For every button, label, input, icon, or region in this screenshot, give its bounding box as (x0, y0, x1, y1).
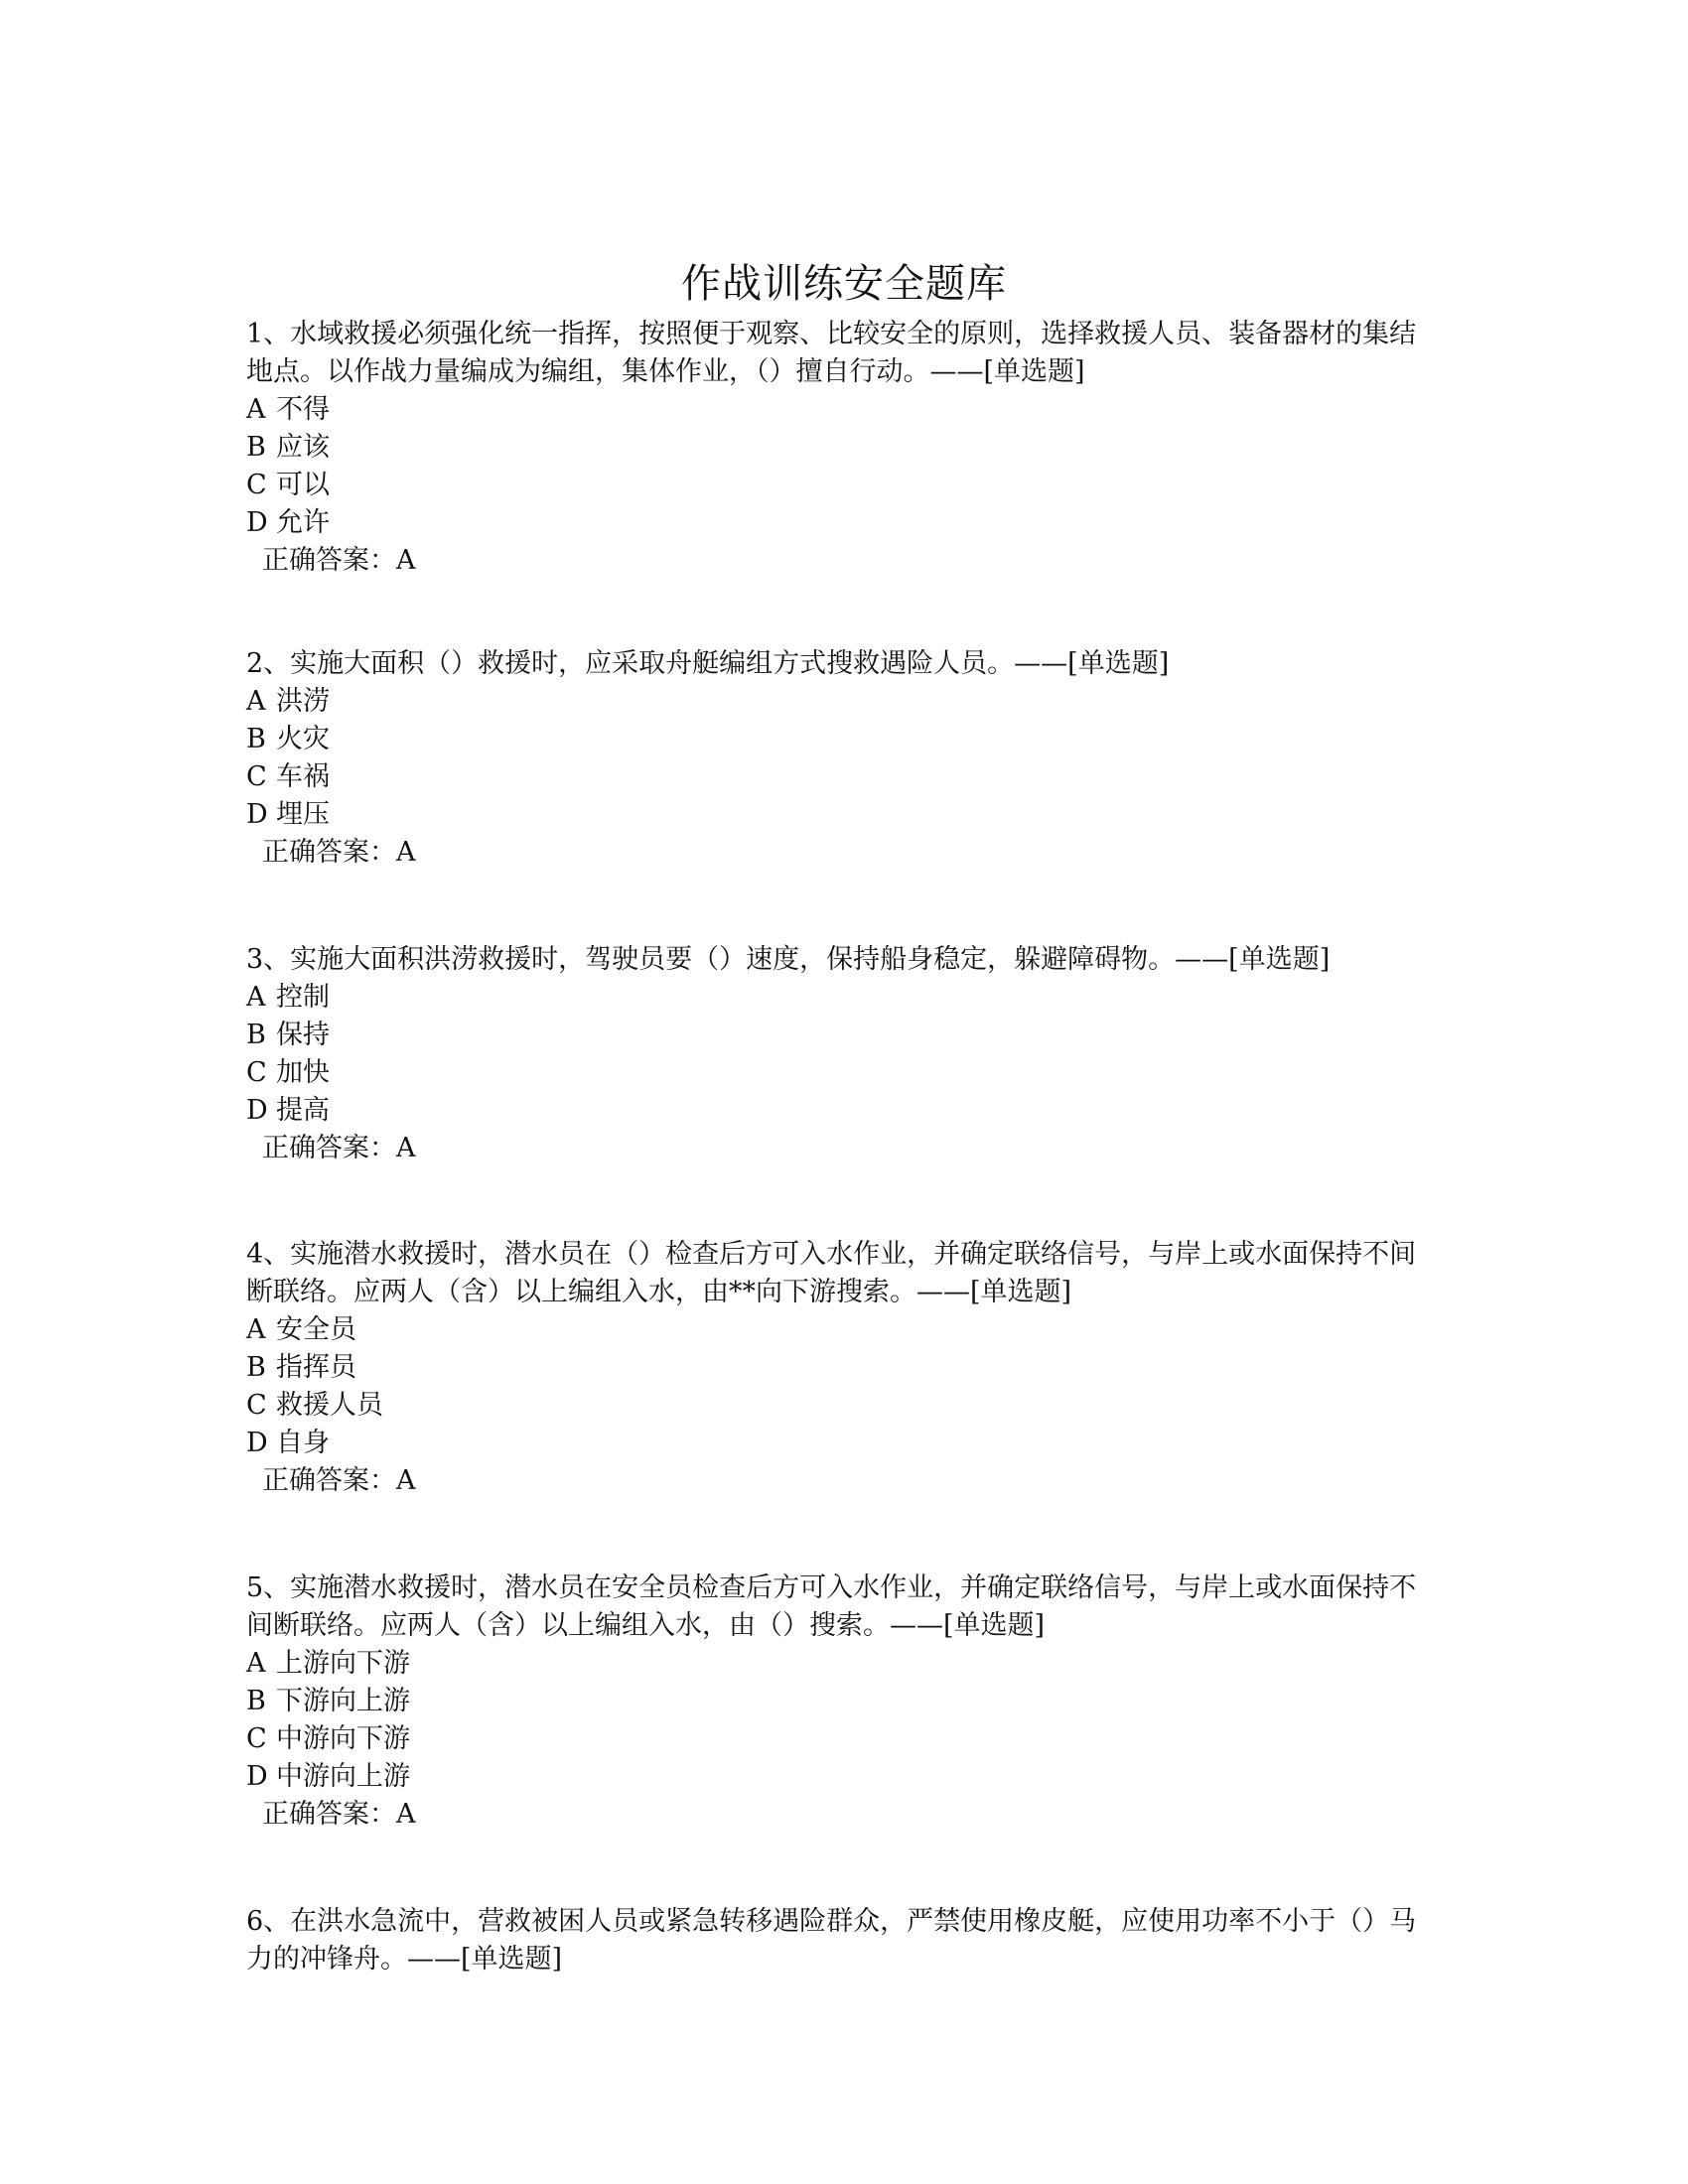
option-text: 指挥员 (276, 1352, 356, 1383)
option-letter: A (246, 394, 266, 425)
option-letter: C (246, 761, 267, 792)
option-c (246, 1387, 1430, 1425)
option-text: 安全员 (276, 1314, 356, 1345)
option-letter: C (246, 1723, 267, 1754)
option-text: 下游向上游 (276, 1686, 410, 1716)
option-d (246, 1092, 1430, 1130)
question-2 (246, 645, 1430, 872)
question-text: 6、在洪水急流中，营救被困人员或紧急转移遇险群众，严禁使用橡皮艇，应使用功率不小于（）马力的冲锋舟。——[单选题] (246, 1906, 1417, 1975)
option-c (246, 758, 1430, 796)
option-text: 上游向下游 (276, 1648, 410, 1679)
option-b (246, 1349, 1430, 1387)
option-text: 加快 (276, 1057, 330, 1088)
answer-value: A (396, 1465, 416, 1496)
option-a (246, 1311, 1430, 1349)
option-text: 不得 (276, 394, 330, 425)
correct-answer (262, 1130, 1430, 1167)
answer-value: A (396, 1133, 416, 1163)
option-text: 火灾 (276, 724, 330, 754)
option-text: 埋压 (276, 799, 330, 830)
answer-label: 正确答案： (262, 837, 396, 868)
option-letter: A (246, 1314, 266, 1345)
option-letter: A (246, 686, 266, 717)
option-text: 控制 (276, 982, 330, 1013)
option-letter: C (246, 470, 267, 500)
option-d (246, 796, 1430, 834)
option-letter: D (246, 1761, 268, 1792)
document-title: 作战训练安全题库 (681, 261, 1007, 307)
option-a (246, 683, 1430, 721)
correct-answer (262, 834, 1430, 872)
option-text: 洪涝 (276, 686, 330, 717)
option-a (246, 979, 1430, 1017)
option-text: 可以 (276, 470, 330, 500)
option-d (246, 1425, 1430, 1462)
question-3 (246, 941, 1430, 1167)
option-letter: B (246, 1352, 266, 1383)
option-text: 应该 (276, 432, 330, 463)
correct-answer (262, 542, 1430, 580)
option-text: 自身 (276, 1428, 330, 1458)
question-text: 3、实施大面积洪涝救援时，驾驶员要（）速度，保持船身稳定，躲避障碍物。——[单选题] (246, 944, 1331, 975)
option-b (246, 721, 1430, 758)
answer-label: 正确答案： (262, 545, 396, 576)
question-6 (246, 1903, 1430, 1979)
option-c (246, 1054, 1430, 1092)
option-letter: C (246, 1057, 267, 1088)
option-a (246, 1645, 1430, 1683)
option-d (246, 1758, 1430, 1796)
answer-value: A (396, 837, 416, 868)
question-1 (246, 316, 1430, 580)
option-letter: D (246, 507, 268, 538)
option-c (246, 467, 1430, 504)
correct-answer (262, 1796, 1430, 1834)
answer-label: 正确答案： (262, 1133, 396, 1163)
question-text: 1、水域救援必须强化统一指挥，按照便于观察、比较安全的原则，选择救援人员、装备器材的集结地点。以作战力量编成为编组，集体作业，（）擅自行动。——[单选题] (246, 319, 1417, 387)
option-text: 救援人员 (276, 1390, 383, 1421)
answer-label: 正确答案： (262, 1465, 396, 1496)
option-a (246, 391, 1430, 429)
option-letter: A (246, 1648, 266, 1679)
option-b (246, 429, 1430, 467)
question-5 (246, 1570, 1430, 1834)
option-text: 车祸 (276, 761, 330, 792)
option-text: 提高 (276, 1095, 330, 1126)
option-c (246, 1720, 1430, 1758)
option-text: 中游向上游 (276, 1761, 410, 1792)
option-letter: D (246, 1095, 268, 1126)
question-4 (246, 1236, 1430, 1500)
correct-answer (262, 1462, 1430, 1500)
option-text: 保持 (276, 1020, 330, 1050)
question-text: 5、实施潜水救援时，潜水员在安全员检查后方可入水作业，并确定联络信号，与岸上或水面保持不间断联络。应两人（含）以上编组入水，由（）搜索。——[单选题] (246, 1572, 1417, 1641)
answer-label: 正确答案： (262, 1799, 396, 1830)
option-letter: B (246, 1686, 266, 1716)
option-d (246, 504, 1430, 542)
option-letter: C (246, 1390, 267, 1421)
question-text: 2、实施大面积（）救援时，应采取舟艇编组方式搜救遇险人员。——[单选题] (246, 648, 1170, 679)
option-letter: A (246, 982, 266, 1013)
option-text: 中游向下游 (276, 1723, 410, 1754)
option-b (246, 1683, 1430, 1720)
answer-value: A (396, 1799, 416, 1830)
option-letter: D (246, 1428, 268, 1458)
option-letter: B (246, 432, 266, 463)
option-letter: D (246, 799, 268, 830)
answer-value: A (396, 545, 416, 576)
question-text: 4、实施潜水救援时，潜水员在（）检查后方可入水作业，并确定联络信号，与岸上或水面保持不间断联络。应两人（含）以上编组入水，由**向下游搜索。——[单选题] (246, 1239, 1417, 1307)
option-text: 允许 (276, 507, 330, 538)
option-letter: B (246, 1020, 266, 1050)
option-letter: B (246, 724, 266, 754)
option-b (246, 1017, 1430, 1054)
